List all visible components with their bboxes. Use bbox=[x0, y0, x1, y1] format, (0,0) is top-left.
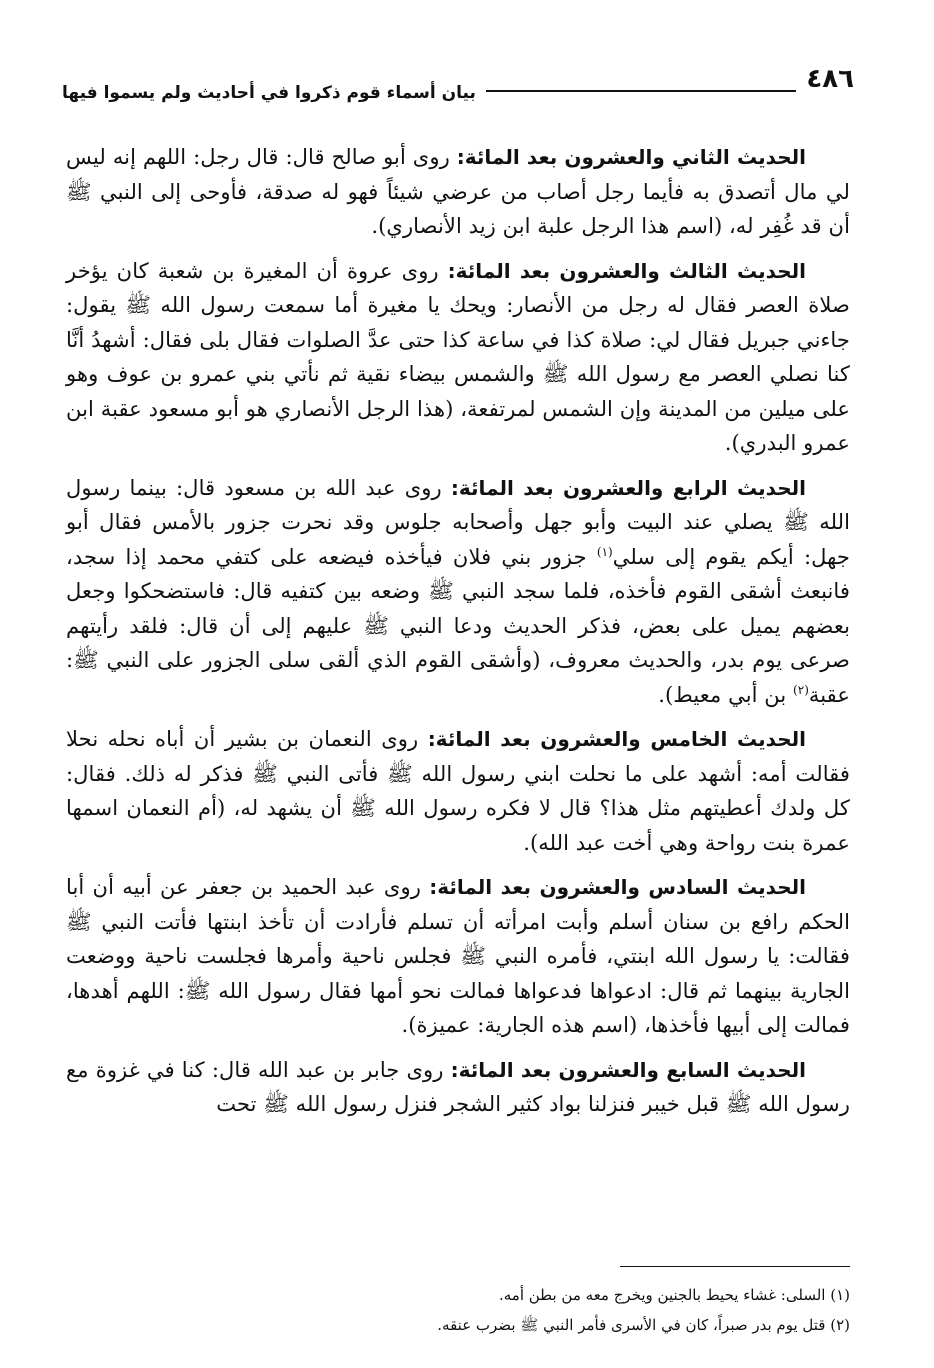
hadith-126 bbox=[66, 870, 850, 1043]
hadith-text: جزور بني فلان فيأخذه فيضعه على كتفي محمد إذا سجد، فانبعث أشقى القوم فأخذه، فلما سجد النبي ﷺ وضعه بين كتفيه قال: فاستضحكوا وجعل بعضهم يميل على بعض، فذكر الحديث ودعا النبي ﷺ عليهم إلى أن قال: فلقد رأيتهم صرعى يوم بدر، والحديث معروف، (وأشقى القوم الذي ألقى سلى الجزور على النبي ﷺ: عقبة bbox=[66, 543, 850, 707]
footnote-rule bbox=[620, 1266, 850, 1267]
footnote-marker-1[interactable]: (١) bbox=[596, 544, 613, 559]
hadith-title: الحديث الثاني والعشرون بعد المائة: bbox=[456, 145, 806, 169]
hadith-text: روى عروة أن المغيرة بن شعبة كان يؤخر صلاة العصر فقال له رجل من الأنصار: ويحك يا مغيرة أما سمعت رسول الله ﷺ يقول: جاءني جبريل فقال لي: صلاة كذا في ساعة كذا حتى عدَّ الصلوات فقال بلى فقال: أشهدُ أنَّا كنا نصلي العصر مع رسول الله ﷺ والشمس بيضاء نقية ثم نأتي بني عمرو بن عوف وهو على ميلين من المدينة وإن الشمس لمرتفعة، (هذا الرجل الأنصاري هو أبو مسعود عقبة ابن عمرو البدري). bbox=[66, 257, 850, 455]
footnotes bbox=[66, 1280, 850, 1340]
hadith-text: روى أبو صالح قال: قال رجل: اللهم إنه ليس لي مال أتصدق به فأيما رجل أصاب من عرضي شيئاً فهو له صدقة، فأوحى إلى النبي ﷺ أن قد غُفِر له، (اسم هذا الرجل علبة ابن زيد الأنصاري). bbox=[66, 144, 850, 238]
hadith-text: روى عبد الحميد بن جعفر عن أبيه أن أبا الحكم رافع بن سنان أسلم وأبت امرأته أن تسلم فأرادت أن تأخذ ابنتها فأتت النبي ﷺ فقالت: يا رسول الله ابنتي، فأمره النبي ﷺ فجلس ناحية وأمرها فجلست ناحية ووضعت الجارية بينهما ثم قال: ادعواها فدعواها فمالت نحو أمها فقال رسول الله ﷺ: اللهم أهدها، فمالت إلى أبيها فأخذها، (اسم هذه الجارية: عميزة). bbox=[66, 874, 850, 1037]
footnote-2: (٢) قتل يوم بدر صبراً، كان في الأسرى فأمر النبي ﷺ بضرب عنقه. bbox=[437, 1316, 850, 1334]
hadith-text: روى جابر بن عبد الله قال: كنا في غزوة مع رسول الله ﷺ قبل خيبر فنزلنا بواد كثير الشجر فنزل رسول الله ﷺ تحت bbox=[66, 1056, 850, 1116]
hadith-text: روى عبد الله بن مسعود قال: بينما رسول الله ﷺ يصلي عند البيت وأبو جهل وأصحابه جلوس وقد نحرت جزور بالأمس فقال أبو جهل: أيكم يقوم إلى سلي bbox=[66, 474, 850, 569]
hadith-title: الحديث الرابع والعشرون بعد المائة: bbox=[450, 475, 806, 500]
hadith-title: الحديث السادس والعشرون بعد المائة: bbox=[429, 875, 806, 899]
hadith-125 bbox=[66, 722, 850, 860]
hadith-123 bbox=[66, 254, 850, 461]
hadith-title: الحديث الثالث والعشرون بعد المائة: bbox=[447, 258, 806, 283]
footnote-1: (١) السلى: غشاء يحيط بالجنين ويخرج معه من بطن أمه. bbox=[498, 1286, 850, 1304]
hadith-title: الحديث السابع والعشرون بعد المائة: bbox=[450, 1057, 806, 1082]
footnote-marker-2[interactable]: (٢) bbox=[793, 682, 809, 697]
page-number: ٤٨٦ bbox=[806, 64, 854, 94]
hadith-text: بن أبي معيط). bbox=[658, 681, 794, 707]
page-header bbox=[62, 64, 854, 114]
hadith-124 bbox=[66, 471, 850, 713]
hadith-text: روى النعمان بن بشير أن أباه نحله نحلا فقالت أمه: أشهد على ما نحلت ابني رسول الله ﷺ فأتى النبي ﷺ فذكر له ذلك. فقال: كل ولدك أعطيتهم مثل هذا؟ قال لا فكره رسول الله ﷺ أن يشهد له، (أم النعمان اسمها عمرة بنت رواحة وهي أخت عبد الله). bbox=[66, 726, 850, 855]
running-title: بيان أسماء قوم ذكروا في أحاديث ولم يسموا فيها bbox=[62, 83, 476, 103]
hadith-127 bbox=[66, 1053, 850, 1122]
header-rule bbox=[486, 90, 797, 92]
page-body bbox=[66, 140, 850, 1132]
hadith-title: الحديث الخامس والعشرون بعد المائة: bbox=[427, 727, 806, 751]
hadith-122 bbox=[66, 140, 850, 244]
